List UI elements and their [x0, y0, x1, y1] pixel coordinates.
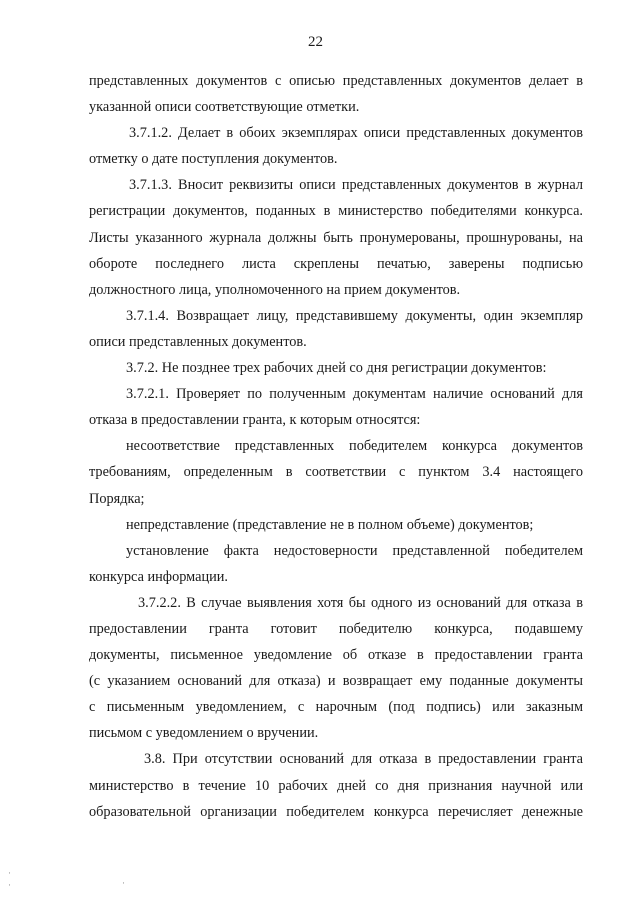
- text-line: требованиям, определенным в соответствии с пунктом 3.4 настоящего: [89, 464, 583, 481]
- text-line: письмом с уведомлением о вручении.: [89, 725, 319, 742]
- text-line: указанной описи соответствующие отметки.: [89, 99, 360, 116]
- text-line: 3.7.1.2. Делает в обоих экземплярах описи представленных документов: [129, 125, 583, 142]
- text-line: предоставлении гранта готовит победителю конкурса, подавшему: [89, 620, 583, 637]
- text-line: 3.7.2.1. Проверяет по полученным документам наличие оснований для: [126, 386, 583, 403]
- text-line: непредставление (представление не в полном объеме) документов;: [126, 516, 534, 533]
- text-line: обороте последнего листа скреплены печатью, заверены подписью: [89, 255, 583, 272]
- text-line: Порядка;: [89, 490, 145, 507]
- page-number: 22: [308, 34, 323, 50]
- document-body: [89, 68, 583, 825]
- text-line: конкурса информации.: [89, 568, 228, 585]
- text-line: представленных документов с описью представленных документов делает в: [89, 73, 583, 89]
- text-line: 3.8. При отсутствии оснований для отказа в предоставлении гранта: [144, 751, 583, 768]
- scan-mark: ·: [122, 878, 125, 888]
- text-line: регистрации документов, поданных в министерство победителями конкурса.: [89, 203, 583, 220]
- text-line: должностного лица, уполномоченного на прием документов.: [89, 281, 461, 298]
- text-line: Листы указанного журнала должны быть пронумерованы, прошнурованы, на: [89, 229, 583, 246]
- text-line: 3.7.1.4. Возвращает лицу, представившему документы, один экземпляр: [126, 307, 583, 324]
- text-line: установление факта недостоверности представленной победителем: [126, 542, 583, 559]
- text-line: (с указанием оснований для отказа) и возвращает ему поданные документы: [89, 673, 583, 690]
- text-line: с письменным уведомлением, с нарочным (под подпись) или заказным: [89, 699, 583, 716]
- text-line: 3.7.2. Не позднее трех рабочих дней со дня регистрации документов:: [126, 360, 547, 377]
- text-line: министерство в течение 10 рабочих дней со дня признания научной или: [89, 777, 583, 794]
- text-line: образовательной организации победителем конкурса перечисляет денежные: [89, 803, 583, 820]
- text-line: описи представленных документов.: [89, 333, 307, 350]
- text-line: 3.7.1.3. Вносит реквизиты описи представленных документов в журнал: [129, 177, 583, 194]
- text-line: 3.7.2.2. В случае выявления хотя бы одного из оснований для отказа в: [138, 594, 583, 611]
- text-line: отметку о дате поступления документов.: [89, 151, 338, 168]
- scan-mark: ·: [8, 868, 11, 878]
- scan-mark: ·: [8, 880, 11, 890]
- text-line: отказа в предоставлении гранта, к которым относятся:: [89, 412, 421, 429]
- text-line: несоответствие представленных победителем конкурса документов: [126, 438, 583, 455]
- text-line: документы, письменное уведомление об отказе в предоставлении гранта: [89, 647, 583, 664]
